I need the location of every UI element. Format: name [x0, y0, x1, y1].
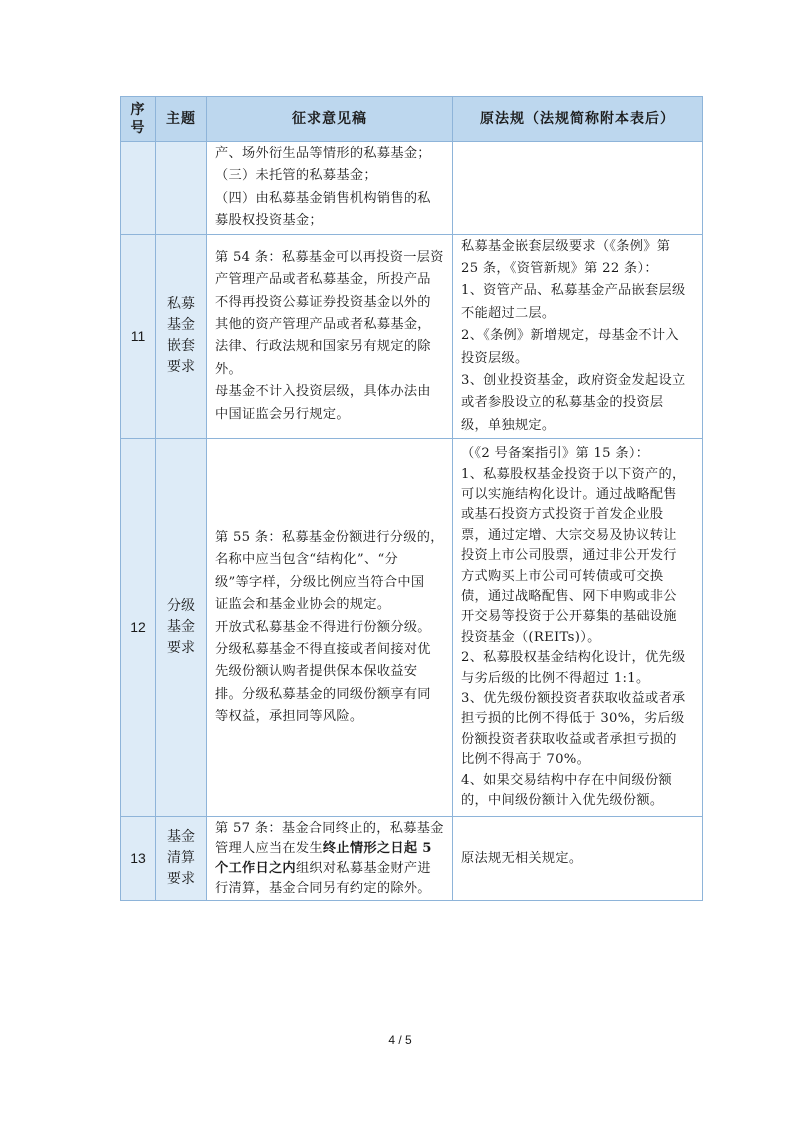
- header-serial-number: 序 号: [121, 97, 156, 142]
- row-topic: 私募 基金 嵌套 要求: [156, 234, 207, 439]
- header-original-regulation: 原法规（法规简称附本表后）: [453, 97, 703, 142]
- row-topic: 基金 清算 要求: [156, 817, 207, 901]
- row-topic: [156, 142, 207, 235]
- table-row: [121, 439, 703, 817]
- row-topic: 分级 基金 要求: [156, 439, 207, 817]
- original-cell: [453, 142, 703, 235]
- original-cell: 私募基金嵌套层级要求（《条例》第 25 条，《资管新规》第 22 条）： 1、资管产品、私募基金产品嵌套层级 不能超过二层。 2、《条例》新增规定，母基金不计入 投资层级。 3、创业投资基金，政府资金发起设立 或者参股设立的私募基金的投资层 级，单独规定。: [453, 234, 703, 439]
- emphasis-text: 终止情形之日起 5: [322, 840, 432, 856]
- original-cell: 原法规无相关规定。: [453, 817, 703, 901]
- draft-cell: 第 55 条：私募基金份额进行分级的， 名称中应当包含“结构化”、“分 级”等字样，分级比例应当符合中国 证监会和基金业协会的规定。 开放式私募基金不得进行份额分级。 分级私募基金不得直接或者间接对优 先级份额认购者提供保本保收益安 排。分级私募基金的同级份额享有同 等权益，承担同等风险。: [207, 439, 453, 817]
- draft-cell: 第 54 条：私募基金可以再投资一层资 产管理产品或者私募基金，所投产品 不得再投资公募证券投资基金以外的 其他的资产管理产品或者私募基金， 法律、行政法规和国家另有规定的除 外。 母基金不计入投资层级，具体办法由 中国证监会另行规定。: [207, 234, 453, 439]
- table-row: [121, 234, 703, 439]
- draft-cell: 第 57 条：基金合同终止的，私募基金 管理人应当在发生终止情形之日起 5 个工作日之内组织对私募基金财产进 行清算，基金合同另有约定的除外。: [207, 817, 453, 901]
- row-number: [121, 142, 156, 235]
- emphasis-text: 个工作日之内: [215, 860, 296, 876]
- header-topic: 主题: [156, 97, 207, 142]
- original-cell: （《2 号备案指引》第 15 条）： 1、私募股权基金投资于以下资产的， 可以实施结构化设计。通过战略配售 或基石投资方式投资于首发企业股 票，通过定增、大宗交易及协议转让 投资上市公司股票，通过非公开发行 方式购买上市公司可转债或可交换 债，通过战略配售、网下申购或非公 开交易等投资于公开募集的基础设施 投资基金（(REITs)）。 2、私募股权基金结构化设计，优先级 与劣后级的比例不得超过 1:1。 3、优先级份额投资者获取收益或者承 担亏损的比例不得低于 30%，劣后级 份额投资者获取收益或者承担亏损的 比例不得高于 70%。 4、如果交易结构中存在中间级份额 的，中间级份额计入优先级份额。: [453, 439, 703, 817]
- page-number: 4 / 5: [388, 1033, 412, 1047]
- table-row: [121, 142, 703, 235]
- draft-cell: 产、场外衍生品等情形的私募基金； （三）未托管的私募基金； （四）由私募基金销售机构销售的私 募股权投资基金；: [207, 142, 453, 235]
- comparison-table: [120, 96, 703, 901]
- row-number: 13: [121, 817, 156, 901]
- table-header-row: [121, 97, 703, 142]
- table-row: [121, 817, 703, 901]
- row-number: 11: [121, 234, 156, 439]
- header-draft: 征求意见稿: [207, 97, 453, 142]
- row-number: 12: [121, 439, 156, 817]
